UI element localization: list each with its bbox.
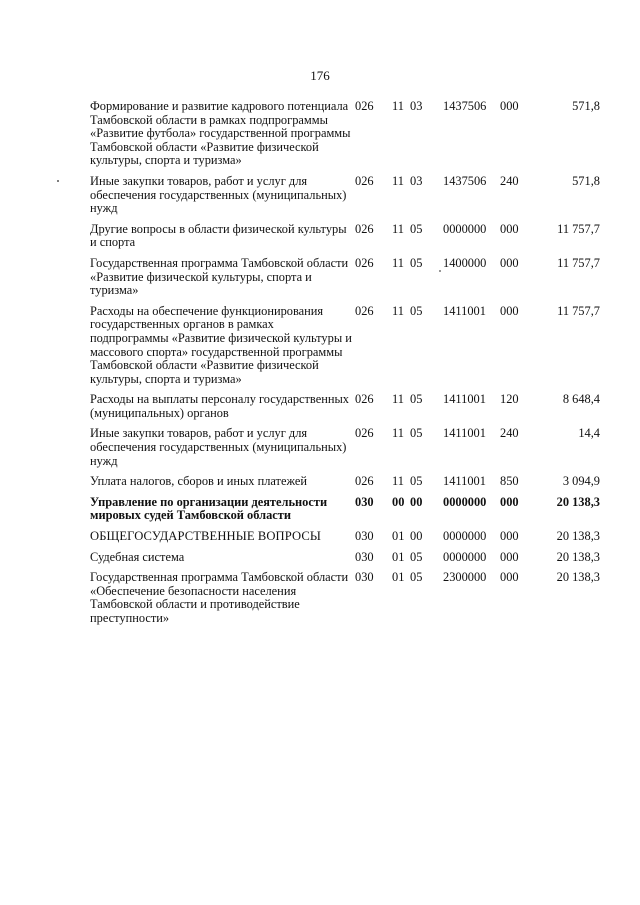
row-subsection: 00 (410, 494, 423, 509)
row-name: Уплата налогов, сборов и иных платежей (90, 474, 308, 489)
table-row (90, 530, 600, 551)
table-row (90, 551, 600, 572)
row-code: 030 (355, 529, 374, 544)
row-name: Государственная программа Тамбовской области «Обеспечение безопасности населения Тамбовской области и противодействие преступности» (90, 570, 349, 625)
row-name: Расходы на выплаты персоналу государственных (муниципальных) органов (90, 392, 349, 420)
table-row (90, 427, 600, 475)
row-program: 0000000 (443, 494, 487, 509)
row-type: 000 (500, 99, 519, 113)
row-subsection: 05 (410, 474, 423, 489)
row-type: 240 (500, 173, 519, 188)
row-section: 11 (392, 392, 404, 407)
row-code: 026 (355, 474, 374, 489)
row-subsection: 05 (410, 303, 423, 318)
row-type: 000 (500, 255, 519, 270)
row-program: 2300000 (443, 570, 487, 585)
table-row (90, 475, 600, 496)
row-name: Формирование и развитие кадрового потенциала Тамбовской области в рамках подпрограммы «Развитие футбола» государственной программы Тамбовской области «Развитие физической культуры, спорта и туризма» (90, 99, 351, 168)
row-amount: 571,8 (572, 99, 600, 113)
table-row (90, 223, 600, 257)
row-amount: 11 757,7 (557, 303, 600, 318)
page-number: 176 (310, 68, 330, 83)
row-program: 1411001 (443, 303, 486, 318)
table-row (90, 571, 600, 632)
row-name: Судебная система (90, 549, 185, 564)
table-row (90, 305, 600, 394)
row-subsection: 05 (410, 549, 423, 564)
table-row (90, 393, 600, 427)
row-program: 1411001 (443, 392, 486, 407)
row-amount: 11 757,7 (557, 255, 600, 270)
row-section: 11 (392, 99, 404, 113)
row-subsection: 05 (410, 570, 423, 585)
row-subsection: 05 (410, 426, 423, 441)
row-program: 0000000 (443, 549, 487, 564)
table-row (90, 100, 600, 175)
row-program: 0000000 (443, 221, 487, 236)
row-name: Управление по организации деятельности мировых судей Тамбовской области (90, 494, 328, 523)
row-name: ОБЩЕГОСУДАРСТВЕННЫЕ ВОПРОСЫ (90, 529, 321, 544)
row-section: 11 (392, 474, 404, 489)
row-amount: 20 138,3 (556, 494, 600, 509)
row-section: 11 (392, 303, 404, 318)
row-section: 11 (392, 426, 404, 441)
row-program: 0000000 (443, 529, 487, 544)
row-type: 850 (500, 474, 519, 489)
row-type: 000 (500, 221, 519, 236)
row-subsection: 05 (410, 392, 423, 407)
row-section: 00 (392, 494, 405, 509)
row-amount: 8 648,4 (562, 392, 600, 407)
row-code: 030 (355, 494, 374, 509)
row-name: Другие вопросы в области физической культуры и спорта (90, 221, 347, 250)
row-name: Расходы на обеспечение функционирования государственных органов в рамках подпрограммы «Развитие физической культуры и массового спорта» государственной программы Тамбовской области «Развитие физической культуры, спорта и туризма» (90, 303, 352, 386)
row-amount: 3 094,9 (562, 474, 600, 489)
row-name: Иные закупки товаров, работ и услуг для обеспечения государственных (муниципальных) нужд (90, 426, 347, 468)
row-code: 026 (355, 99, 374, 113)
row-code: 030 (355, 570, 374, 585)
row-section: 11 (392, 173, 404, 188)
row-code: 026 (355, 303, 374, 318)
row-code: 026 (355, 255, 374, 270)
row-program: 1411001 (443, 426, 486, 441)
row-code: 026 (355, 426, 374, 441)
table-row-department (90, 496, 600, 530)
row-subsection: 03 (410, 173, 423, 188)
row-program: 1437506 (443, 99, 487, 113)
row-program: 1437506 (443, 173, 487, 188)
row-code: 026 (355, 392, 374, 407)
row-amount: 11 757,7 (557, 221, 600, 236)
row-code: 030 (355, 549, 374, 564)
row-amount: 20 138,3 (556, 529, 600, 544)
row-code: 026 (355, 221, 374, 236)
row-section: 11 (392, 255, 404, 270)
budget-table (90, 100, 600, 633)
table-row (90, 257, 600, 305)
row-amount: 20 138,3 (556, 570, 600, 585)
row-subsection: 00 (410, 529, 423, 544)
row-type: 120 (500, 392, 519, 407)
row-program: 1400000 (443, 255, 487, 270)
row-code: 026 (355, 173, 374, 188)
row-section: 01 (392, 549, 405, 564)
row-amount: 20 138,3 (556, 549, 600, 564)
row-program: 1411001 (443, 474, 486, 489)
row-section: 01 (392, 570, 405, 585)
row-section: 01 (392, 529, 405, 544)
row-type: 000 (500, 303, 519, 318)
row-subsection: 05 (410, 221, 423, 236)
row-type: 000 (500, 570, 519, 585)
row-amount: 14,4 (578, 426, 600, 441)
row-name: Государственная программа Тамбовской области «Развитие физической культуры, спорта и туризма» (90, 255, 349, 298)
row-amount: 571,8 (572, 173, 600, 188)
row-name: Иные закупки товаров, работ и услуг для обеспечения государственных (муниципальных) нужд (90, 173, 347, 216)
row-type: 000 (500, 549, 519, 564)
scan-speck (57, 180, 59, 182)
row-section: 11 (392, 221, 404, 236)
row-type: 240 (500, 426, 519, 441)
row-subsection: 05 (410, 255, 423, 270)
row-subsection: 03 (410, 99, 423, 113)
table-row (90, 175, 600, 223)
row-type: 000 (500, 494, 519, 509)
row-type: 000 (500, 529, 519, 544)
